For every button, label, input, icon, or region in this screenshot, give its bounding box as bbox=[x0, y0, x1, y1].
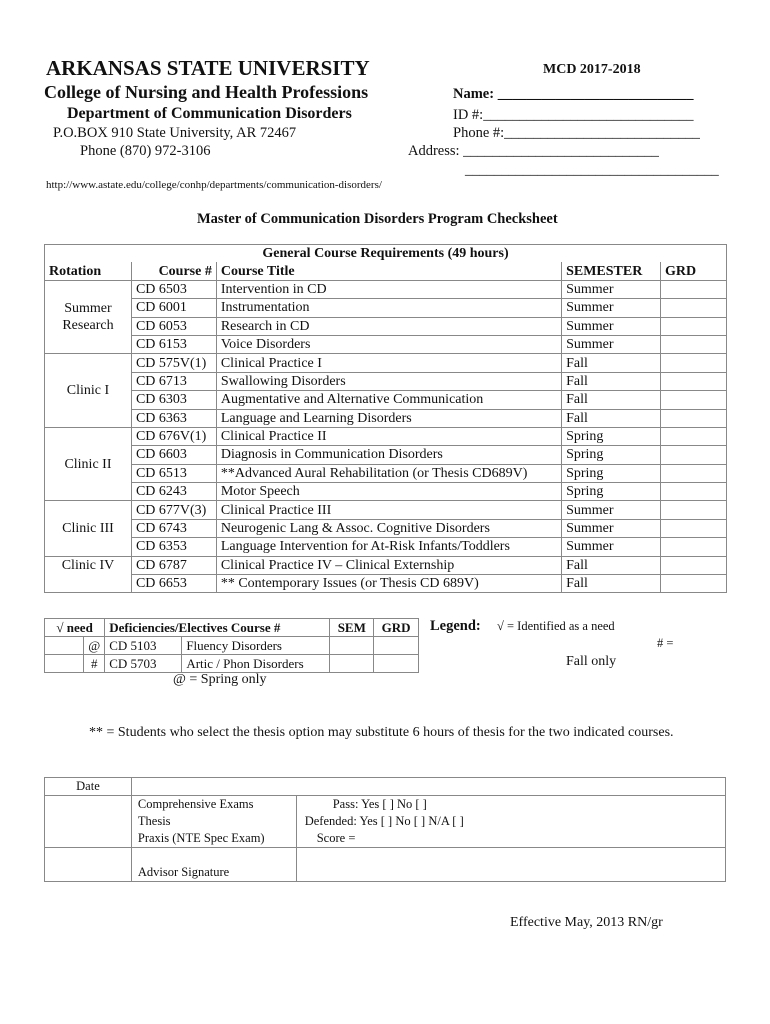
grade-cell[interactable] bbox=[661, 501, 727, 519]
table-row bbox=[45, 280, 727, 298]
course-semester: Summer bbox=[562, 519, 661, 537]
course-number: CD 6303 bbox=[131, 391, 216, 409]
phone-field[interactable]: Phone #:___________________________ bbox=[453, 125, 700, 141]
table-row bbox=[45, 538, 727, 556]
grade-cell[interactable] bbox=[661, 464, 727, 482]
footer-effective: Effective May, 2013 RN/gr bbox=[510, 915, 663, 930]
course-title: Clinical Practice I bbox=[216, 354, 561, 372]
advisor-date-cell[interactable] bbox=[45, 848, 132, 882]
table-row bbox=[45, 446, 727, 464]
course-semester: Fall bbox=[562, 391, 661, 409]
course-number: CD 6653 bbox=[131, 575, 216, 593]
grade-cell[interactable] bbox=[661, 354, 727, 372]
header-deficiency-course: Deficiencies/Electives Course # bbox=[105, 619, 330, 637]
rotation-clinic-4: Clinic IV bbox=[45, 556, 132, 593]
need-check-cell[interactable] bbox=[45, 637, 84, 655]
item-comprehensive-exams: Comprehensive Exams bbox=[137, 797, 254, 811]
grade-cell[interactable] bbox=[661, 538, 727, 556]
course-title: Language Intervention for At-Risk Infants/Toddlers bbox=[216, 538, 561, 556]
course-number: CD 6743 bbox=[131, 519, 216, 537]
grade-cell[interactable] bbox=[661, 409, 727, 427]
item-thesis: Thesis bbox=[137, 814, 171, 828]
grade-cell[interactable] bbox=[661, 317, 727, 335]
department-url[interactable]: http://www.astate.edu/college/conhp/departments/communication-disorders/ bbox=[46, 179, 382, 191]
course-title: Artic / Phon Disorders bbox=[182, 655, 330, 673]
course-semester: Summer bbox=[562, 538, 661, 556]
course-number: CD 5703 bbox=[105, 655, 182, 673]
college-name: College of Nursing and Health Professions bbox=[44, 82, 369, 102]
course-semester: Fall bbox=[562, 372, 661, 390]
legend-check: √ = Identified as a need bbox=[497, 619, 615, 633]
course-number: CD 6503 bbox=[131, 280, 216, 298]
table-row bbox=[45, 575, 727, 593]
grade-cell[interactable] bbox=[661, 446, 727, 464]
course-semester: Spring bbox=[562, 483, 661, 501]
header-course: Course # bbox=[131, 262, 216, 280]
course-semester: Fall bbox=[562, 354, 661, 372]
course-semester: Summer bbox=[562, 335, 661, 353]
course-mark: # bbox=[84, 655, 105, 673]
course-semester: Summer bbox=[562, 317, 661, 335]
course-number: CD 6001 bbox=[131, 299, 216, 317]
header-need: √ need bbox=[45, 619, 105, 637]
grade-cell[interactable] bbox=[374, 637, 419, 655]
exam-results bbox=[296, 796, 725, 848]
table-row bbox=[45, 427, 727, 445]
spring-only-note: @ = Spring only bbox=[173, 672, 267, 687]
name-field[interactable]: Name: ___________________________ bbox=[453, 86, 694, 102]
course-number: CD 5103 bbox=[105, 637, 182, 655]
course-number: CD 6153 bbox=[131, 335, 216, 353]
grade-cell[interactable] bbox=[374, 655, 419, 673]
course-number: CD 6053 bbox=[131, 317, 216, 335]
table-row bbox=[45, 637, 419, 655]
course-semester: Spring bbox=[562, 464, 661, 482]
table-caption: General Course Requirements (49 hours) bbox=[45, 245, 727, 263]
rotation-clinic-2: Clinic II bbox=[45, 427, 132, 501]
course-title: Swallowing Disorders bbox=[216, 372, 561, 390]
exam-items bbox=[131, 796, 296, 848]
date-cell[interactable] bbox=[45, 796, 132, 848]
mailing-address: P.O.BOX 910 State University, AR 72467 bbox=[53, 125, 297, 141]
course-title: Intervention in CD bbox=[216, 280, 561, 298]
course-number: CD 6353 bbox=[131, 538, 216, 556]
course-semester: Summer bbox=[562, 280, 661, 298]
id-field[interactable]: ID #:_____________________________ bbox=[453, 107, 694, 123]
course-title: Fluency Disorders bbox=[182, 637, 330, 655]
table-row bbox=[45, 655, 419, 673]
university-name: ARKANSAS STATE UNIVERSITY bbox=[46, 56, 370, 80]
table-row bbox=[45, 354, 727, 372]
header-rotation: Rotation bbox=[45, 262, 132, 280]
page-title: Master of Communication Disorders Program Checksheet bbox=[197, 211, 558, 227]
header-grade: GRD bbox=[661, 262, 727, 280]
course-title: Diagnosis in Communication Disorders bbox=[216, 446, 561, 464]
table-row bbox=[45, 372, 727, 390]
course-number: CD 676V(1) bbox=[131, 427, 216, 445]
sem-cell[interactable] bbox=[330, 655, 374, 673]
course-title: Voice Disorders bbox=[216, 335, 561, 353]
table-row bbox=[45, 519, 727, 537]
course-semester: Spring bbox=[562, 427, 661, 445]
course-requirements-table bbox=[44, 244, 727, 593]
table-row bbox=[45, 409, 727, 427]
advisor-signature-label: Advisor Signature bbox=[131, 848, 296, 882]
result-comprehensive[interactable]: Pass: Yes [ ] No [ ] bbox=[332, 797, 427, 811]
advisor-signature-cell[interactable] bbox=[296, 848, 725, 882]
grade-cell[interactable] bbox=[661, 372, 727, 390]
header-semester: SEMESTER bbox=[562, 262, 661, 280]
grade-cell[interactable] bbox=[661, 575, 727, 593]
course-title: Clinical Practice IV – Clinical Externship bbox=[216, 556, 561, 574]
course-title: Language and Learning Disorders bbox=[216, 409, 561, 427]
course-title: Augmentative and Alternative Communication bbox=[216, 391, 561, 409]
need-check-cell[interactable] bbox=[45, 655, 84, 673]
deficiencies-table bbox=[44, 618, 419, 673]
course-number: CD 6243 bbox=[131, 483, 216, 501]
rotation-clinic-3: Clinic III bbox=[45, 501, 132, 556]
course-number: CD 6713 bbox=[131, 372, 216, 390]
course-number: CD 677V(3) bbox=[131, 501, 216, 519]
course-title: Research in CD bbox=[216, 317, 561, 335]
legend-hash: # = bbox=[657, 636, 674, 650]
table-row bbox=[45, 464, 727, 482]
course-title: Instrumentation bbox=[216, 299, 561, 317]
result-thesis[interactable]: Defended: Yes [ ] No [ ] N/A [ ] bbox=[304, 814, 464, 828]
table-row bbox=[45, 335, 727, 353]
mcd-year: MCD 2017-2018 bbox=[543, 62, 641, 77]
table-row bbox=[45, 299, 727, 317]
grade-cell[interactable] bbox=[661, 299, 727, 317]
course-semester: Summer bbox=[562, 501, 661, 519]
address-field-line2[interactable]: ___________________________________ bbox=[465, 162, 719, 178]
date-value-cell[interactable] bbox=[131, 778, 725, 796]
course-semester: Fall bbox=[562, 556, 661, 574]
legend-fall-only: Fall only bbox=[566, 654, 617, 669]
course-title: ** Contemporary Issues (or Thesis CD 689V) bbox=[216, 575, 561, 593]
item-praxis: Praxis (NTE Spec Exam) bbox=[137, 831, 265, 845]
course-semester: Fall bbox=[562, 575, 661, 593]
grade-cell[interactable] bbox=[661, 335, 727, 353]
course-title: Clinical Practice III bbox=[216, 501, 561, 519]
course-mark: @ bbox=[84, 637, 105, 655]
grade-cell[interactable] bbox=[661, 556, 727, 574]
grade-cell[interactable] bbox=[661, 519, 727, 537]
course-semester: Fall bbox=[562, 409, 661, 427]
header-sem: SEM bbox=[330, 619, 374, 637]
rotation-clinic-1: Clinic I bbox=[45, 354, 132, 428]
course-title: **Advanced Aural Rehabilitation (or Thesis CD689V) bbox=[216, 464, 561, 482]
address-field[interactable]: Address: ___________________________ bbox=[408, 143, 659, 159]
legend-label: Legend: bbox=[430, 618, 481, 634]
course-number: CD 6363 bbox=[131, 409, 216, 427]
course-semester: Summer bbox=[562, 299, 661, 317]
course-title: Neurogenic Lang & Assoc. Cognitive Disorders bbox=[216, 519, 561, 537]
sem-cell[interactable] bbox=[330, 637, 374, 655]
grade-cell[interactable] bbox=[661, 391, 727, 409]
course-semester: Spring bbox=[562, 446, 661, 464]
grade-cell[interactable] bbox=[661, 280, 727, 298]
result-praxis[interactable]: Score = bbox=[316, 831, 356, 845]
course-title: Clinical Practice II bbox=[216, 427, 561, 445]
header-grd: GRD bbox=[374, 619, 419, 637]
date-label: Date bbox=[45, 778, 132, 796]
table-row bbox=[45, 483, 727, 501]
grade-cell[interactable] bbox=[661, 427, 727, 445]
thesis-note: ** = Students who select the thesis option may substitute 6 hours of thesis for the two indicated courses. bbox=[89, 725, 674, 740]
exam-record-table bbox=[44, 777, 726, 882]
rotation-summer-research bbox=[45, 280, 132, 354]
course-title: Motor Speech bbox=[216, 483, 561, 501]
table-row bbox=[45, 317, 727, 335]
course-number: CD 6603 bbox=[131, 446, 216, 464]
table-row bbox=[45, 556, 727, 574]
header-title: Course Title bbox=[216, 262, 561, 280]
course-number: CD 6513 bbox=[131, 464, 216, 482]
department-name: Department of Communication Disorders bbox=[67, 105, 352, 122]
table-row bbox=[45, 501, 727, 519]
grade-cell[interactable] bbox=[661, 483, 727, 501]
course-number: CD 575V(1) bbox=[131, 354, 216, 372]
department-phone: Phone (870) 972-3106 bbox=[80, 143, 211, 159]
course-number: CD 6787 bbox=[131, 556, 216, 574]
rotation-label: Summer Research bbox=[62, 301, 114, 334]
table-row bbox=[45, 391, 727, 409]
